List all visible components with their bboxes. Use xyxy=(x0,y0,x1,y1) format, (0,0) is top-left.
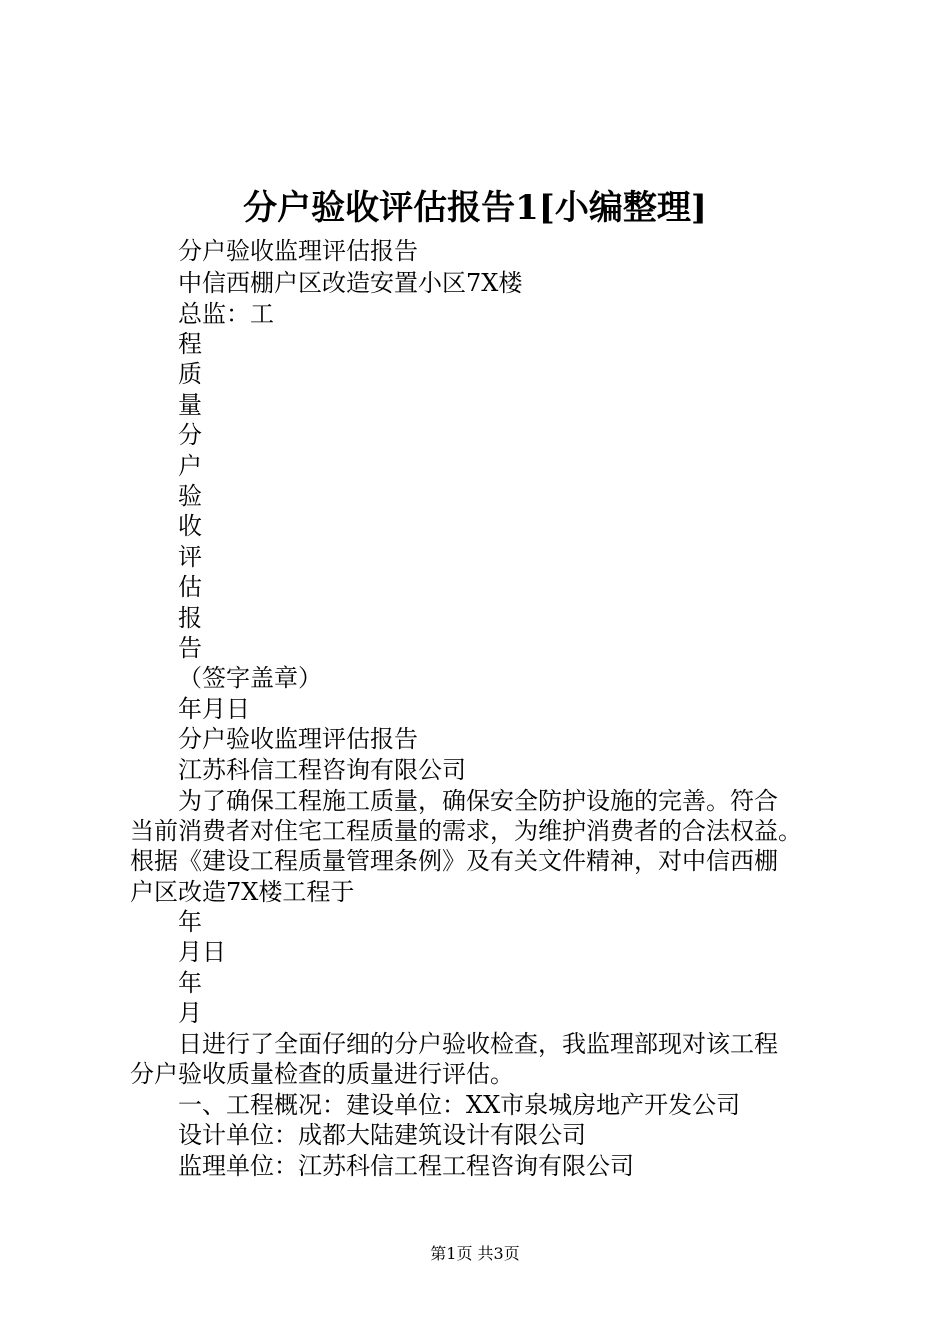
body-line: 评 xyxy=(178,543,202,571)
body-line: 分 xyxy=(178,421,202,449)
body-line: 户区改造7X楼工程于 xyxy=(130,878,355,906)
body-line: 程 xyxy=(178,330,202,358)
page-footer: 第1页 共3页 xyxy=(430,1244,520,1263)
body-line: 月 xyxy=(178,999,202,1027)
body-line: 为了确保工程施工质量，确保安全防护设施的完善。符合 xyxy=(178,787,778,815)
document-title: 分户验收评估报告1[小编整理] xyxy=(243,188,707,228)
body-line: （签字盖章） xyxy=(178,664,322,692)
body-line: 监理单位：江苏科信工程工程咨询有限公司 xyxy=(178,1152,634,1180)
body-line: 分户验收监理评估报告 xyxy=(178,725,418,753)
body-line: 月日 xyxy=(178,938,226,966)
body-line: 验 xyxy=(178,482,202,510)
body-line: 年 xyxy=(178,908,202,936)
body-line: 中信西棚户区改造安置小区7X楼 xyxy=(178,269,523,297)
body-line: 当前消费者对住宅工程质量的需求，为维护消费者的合法权益。 xyxy=(130,817,802,845)
body-line: 设计单位：成都大陆建筑设计有限公司 xyxy=(178,1121,586,1149)
body-line: 分户验收质量检查的质量进行评估。 xyxy=(130,1060,514,1088)
body-line: 告 xyxy=(178,634,202,662)
body-line: 分户验收监理评估报告 xyxy=(178,237,418,265)
body-line: 量 xyxy=(178,391,202,419)
body-line: 报 xyxy=(178,604,202,632)
body-line: 一、工程概况：建设单位：XX市泉城房地产开发公司 xyxy=(178,1091,741,1119)
body-line: 户 xyxy=(178,452,202,480)
body-line: 总监：工 xyxy=(178,300,274,328)
body-line: 质 xyxy=(178,360,202,388)
body-line: 根据《建设工程质量管理条例》及有关文件精神，对中信西棚 xyxy=(130,847,778,875)
body-line: 年 xyxy=(178,969,202,997)
body-line: 年月日 xyxy=(178,695,250,723)
body-line: 收 xyxy=(178,512,202,540)
body-line: 江苏科信工程咨询有限公司 xyxy=(178,756,466,784)
body-line: 日进行了全面仔细的分户验收检查，我监理部现对该工程 xyxy=(178,1030,778,1058)
body-line: 估 xyxy=(178,573,202,601)
